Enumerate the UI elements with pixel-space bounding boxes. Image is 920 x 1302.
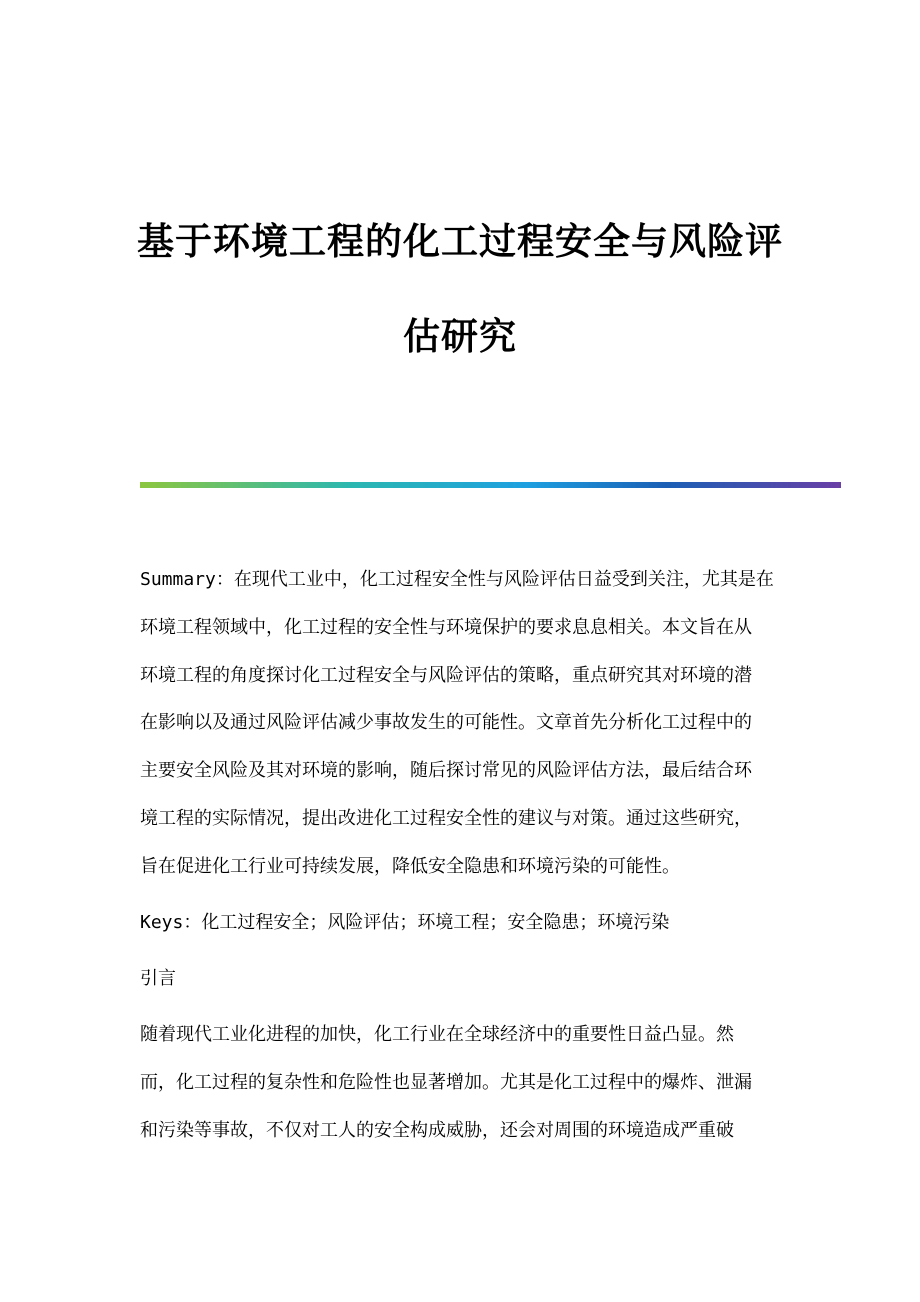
intro-line: 而，化工过程的复杂性和危险性也显著增加。尤其是化工过程中的爆炸、泄漏 xyxy=(140,1072,752,1093)
summary-line: 环境工程的角度探讨化工过程安全与风险评估的策略，重点研究其对环境的潜 xyxy=(140,665,752,686)
summary-line: Summary：在现代工业中，化工过程安全性与风险评估日益受到关注，尤其是在 xyxy=(140,569,774,590)
keywords-line: Keys：化工过程安全；风险评估；环境工程；安全隐患；环境污染 xyxy=(140,912,670,933)
intro-line: 随着现代工业化进程的加快，化工行业在全球经济中的重要性日益凸显。然 xyxy=(140,1024,734,1045)
summary-line: 主要安全风险及其对环境的影响，随后探讨常见的风险评估方法，最后结合环 xyxy=(140,760,752,781)
title-line-1: 基于环境工程的化工过程安全与风险评 xyxy=(137,219,783,263)
title-line-2: 估研究 xyxy=(403,314,517,358)
gradient-divider xyxy=(140,482,841,488)
summary-line: 环境工程领域中，化工过程的安全性与环境保护的要求息息相关。本文旨在从 xyxy=(140,617,752,638)
intro-line: 和污染等事故，不仅对工人的安全构成威胁，还会对周围的环境造成严重破 xyxy=(140,1120,734,1141)
summary-line: 境工程的实际情况，提出改进化工过程安全性的建议与对策。通过这些研究， xyxy=(140,808,752,829)
intro-heading: 引言 xyxy=(140,968,176,989)
summary-line: 在影响以及通过风险评估减少事故发生的可能性。文章首先分析化工过程中的 xyxy=(140,712,752,733)
summary-line: 旨在促进化工行业可持续发展，降低安全隐患和环境污染的可能性。 xyxy=(140,856,680,877)
